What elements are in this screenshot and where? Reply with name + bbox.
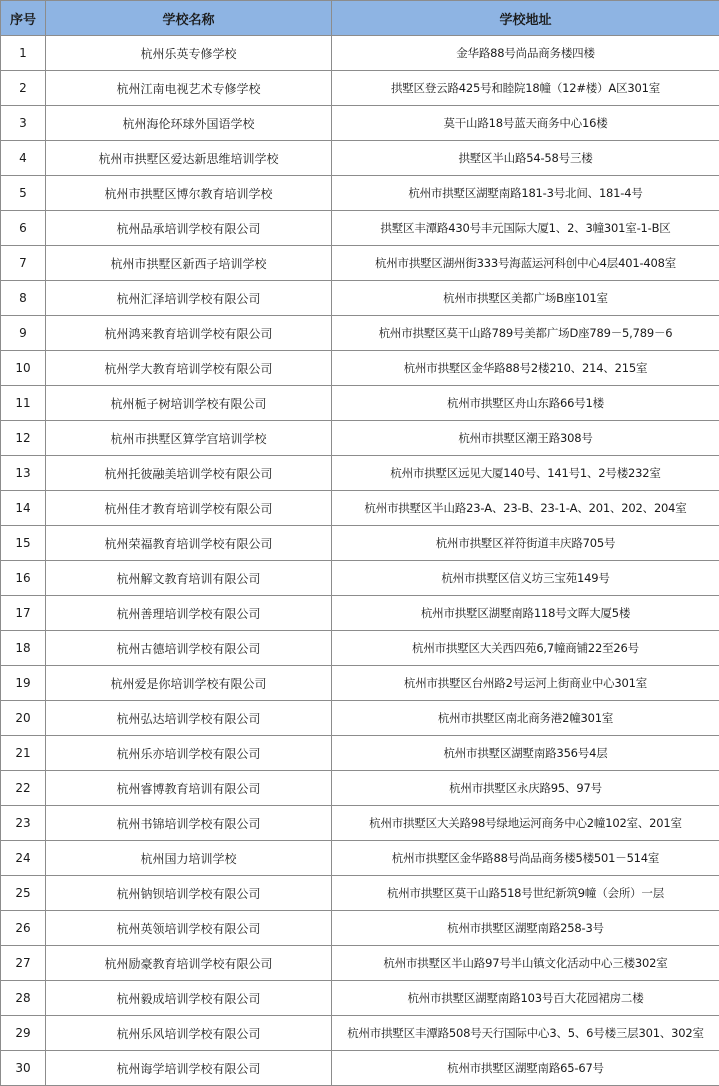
school-name: 杭州佳才教育培训学校有限公司 [46, 491, 332, 526]
row-index: 15 [1, 526, 46, 561]
row-index: 27 [1, 946, 46, 981]
row-index: 17 [1, 596, 46, 631]
school-name: 杭州解文教育培训有限公司 [46, 561, 332, 596]
school-name: 杭州市拱墅区爱达新思维培训学校 [46, 141, 332, 176]
table-row [1, 456, 719, 491]
school-address: 杭州市拱墅区祥符街道丰庆路705号 [332, 526, 719, 561]
row-index: 1 [1, 36, 46, 71]
row-index: 28 [1, 981, 46, 1016]
school-name: 杭州荣福教育培训学校有限公司 [46, 526, 332, 561]
school-name: 杭州国力培训学校 [46, 841, 332, 876]
school-name: 杭州鸿来教育培训学校有限公司 [46, 316, 332, 351]
school-name: 杭州爱是你培训学校有限公司 [46, 666, 332, 701]
school-name: 杭州乐风培训学校有限公司 [46, 1016, 332, 1051]
row-index: 29 [1, 1016, 46, 1051]
table-row [1, 701, 719, 736]
table-row [1, 176, 719, 211]
row-index: 12 [1, 421, 46, 456]
school-name: 杭州品承培训学校有限公司 [46, 211, 332, 246]
row-index: 23 [1, 806, 46, 841]
header-row [1, 1, 719, 36]
school-name: 杭州善理培训学校有限公司 [46, 596, 332, 631]
school-address: 杭州市拱墅区远见大厦140号、141号1、2号楼232室 [332, 456, 719, 491]
school-name: 杭州栀子树培训学校有限公司 [46, 386, 332, 421]
school-address: 杭州市拱墅区台州路2号运河上街商业中心301室 [332, 666, 719, 701]
table-row [1, 806, 719, 841]
table-row [1, 841, 719, 876]
school-address: 杭州市拱墅区南北商务港2幢301室 [332, 701, 719, 736]
table-body [1, 36, 719, 1086]
table-row [1, 246, 719, 281]
row-index: 21 [1, 736, 46, 771]
school-address: 杭州市拱墅区大关西四苑6,7幢商铺22至26号 [332, 631, 719, 666]
school-address: 杭州市拱墅区潮王路308号 [332, 421, 719, 456]
table-row [1, 666, 719, 701]
row-index: 20 [1, 701, 46, 736]
school-address: 杭州市拱墅区湖墅南路356号4层 [332, 736, 719, 771]
school-address: 杭州市拱墅区信义坊三宝苑149号 [332, 561, 719, 596]
school-name: 杭州市拱墅区博尔教育培训学校 [46, 176, 332, 211]
school-name: 杭州乐亦培训学校有限公司 [46, 736, 332, 771]
table-row [1, 876, 719, 911]
school-name: 杭州古德培训学校有限公司 [46, 631, 332, 666]
row-index: 13 [1, 456, 46, 491]
row-index: 8 [1, 281, 46, 316]
table-row [1, 106, 719, 141]
table-row [1, 946, 719, 981]
school-address: 金华路88号尚品商务楼四楼 [332, 36, 719, 71]
school-address: 杭州市拱墅区湖墅南路65-67号 [332, 1051, 719, 1086]
school-name: 杭州励豪教育培训学校有限公司 [46, 946, 332, 981]
school-name: 杭州托彼融美培训学校有限公司 [46, 456, 332, 491]
school-address: 拱墅区半山路54-58号三楼 [332, 141, 719, 176]
school-address: 杭州市拱墅区湖墅南路118号文晖大厦5楼 [332, 596, 719, 631]
table-row [1, 631, 719, 666]
row-index: 25 [1, 876, 46, 911]
school-address: 杭州市拱墅区湖墅南路103号百大花园裙房二楼 [332, 981, 719, 1016]
school-name: 杭州乐英专修学校 [46, 36, 332, 71]
row-index: 7 [1, 246, 46, 281]
row-index: 9 [1, 316, 46, 351]
school-name: 杭州海伦环球外国语学校 [46, 106, 332, 141]
table-row [1, 561, 719, 596]
table-row [1, 141, 719, 176]
school-address: 杭州市拱墅区莫干山路518号世纪新筑9幢（会所）一层 [332, 876, 719, 911]
school-address: 杭州市拱墅区湖州街333号海蓝运河科创中心4层401-408室 [332, 246, 719, 281]
school-address: 杭州市拱墅区半山路97号半山镇文化活动中心三楼302室 [332, 946, 719, 981]
school-name: 杭州书锦培训学校有限公司 [46, 806, 332, 841]
school-address: 杭州市拱墅区永庆路95、97号 [332, 771, 719, 806]
table-row [1, 386, 719, 421]
school-address: 莫干山路18号蓝天商务中心16楼 [332, 106, 719, 141]
table-row [1, 526, 719, 561]
row-index: 2 [1, 71, 46, 106]
row-index: 4 [1, 141, 46, 176]
table-row [1, 1051, 719, 1086]
header-address: 学校地址 [332, 1, 719, 36]
table-row [1, 281, 719, 316]
table-row [1, 911, 719, 946]
row-index: 22 [1, 771, 46, 806]
table-row [1, 1016, 719, 1051]
table-row [1, 491, 719, 526]
row-index: 6 [1, 211, 46, 246]
table-row [1, 421, 719, 456]
table-row [1, 71, 719, 106]
row-index: 26 [1, 911, 46, 946]
school-name: 杭州毅成培训学校有限公司 [46, 981, 332, 1016]
school-address: 杭州市拱墅区莫干山路789号美都广场D座789－5,789－6 [332, 316, 719, 351]
table-row [1, 351, 719, 386]
school-name: 杭州钠钡培训学校有限公司 [46, 876, 332, 911]
row-index: 30 [1, 1051, 46, 1086]
row-index: 3 [1, 106, 46, 141]
school-address: 杭州市拱墅区丰潭路508号天行国际中心3、5、6号楼三层301、302室 [332, 1016, 719, 1051]
school-address: 杭州市拱墅区美都广场B座101室 [332, 281, 719, 316]
header-name: 学校名称 [46, 1, 332, 36]
school-name: 杭州英领培训学校有限公司 [46, 911, 332, 946]
table-row [1, 736, 719, 771]
table-row [1, 596, 719, 631]
school-address: 拱墅区丰潭路430号丰元国际大厦1、2、3幢301室-1-B区 [332, 211, 719, 246]
table-row [1, 771, 719, 806]
school-name: 杭州诲学培训学校有限公司 [46, 1051, 332, 1086]
school-name: 杭州弘达培训学校有限公司 [46, 701, 332, 736]
table-row [1, 316, 719, 351]
row-index: 16 [1, 561, 46, 596]
school-name: 杭州汇泽培训学校有限公司 [46, 281, 332, 316]
school-name: 杭州江南电视艺术专修学校 [46, 71, 332, 106]
row-index: 5 [1, 176, 46, 211]
school-name: 杭州市拱墅区新西子培训学校 [46, 246, 332, 281]
table-row [1, 36, 719, 71]
school-address: 杭州市拱墅区湖墅南路258-3号 [332, 911, 719, 946]
table-row [1, 981, 719, 1016]
row-index: 18 [1, 631, 46, 666]
row-index: 19 [1, 666, 46, 701]
row-index: 14 [1, 491, 46, 526]
school-name: 杭州睿博教育培训有限公司 [46, 771, 332, 806]
row-index: 10 [1, 351, 46, 386]
school-address: 杭州市拱墅区湖墅南路181-3号北间、181-4号 [332, 176, 719, 211]
school-address: 杭州市拱墅区舟山东路66号1楼 [332, 386, 719, 421]
row-index: 24 [1, 841, 46, 876]
school-name: 杭州市拱墅区算学宫培训学校 [46, 421, 332, 456]
table-row [1, 211, 719, 246]
school-address: 拱墅区登云路425号和睦院18幢（12#楼）A区301室 [332, 71, 719, 106]
school-address: 杭州市拱墅区金华路88号2楼210、214、215室 [332, 351, 719, 386]
school-address: 杭州市拱墅区大关路98号绿地运河商务中心2幢102室、201室 [332, 806, 719, 841]
header-index: 序号 [1, 1, 46, 36]
school-name: 杭州学大教育培训学校有限公司 [46, 351, 332, 386]
school-address: 杭州市拱墅区半山路23-A、23-B、23-1-A、201、202、204室 [332, 491, 719, 526]
school-address: 杭州市拱墅区金华路88号尚品商务楼5楼501－514室 [332, 841, 719, 876]
row-index: 11 [1, 386, 46, 421]
